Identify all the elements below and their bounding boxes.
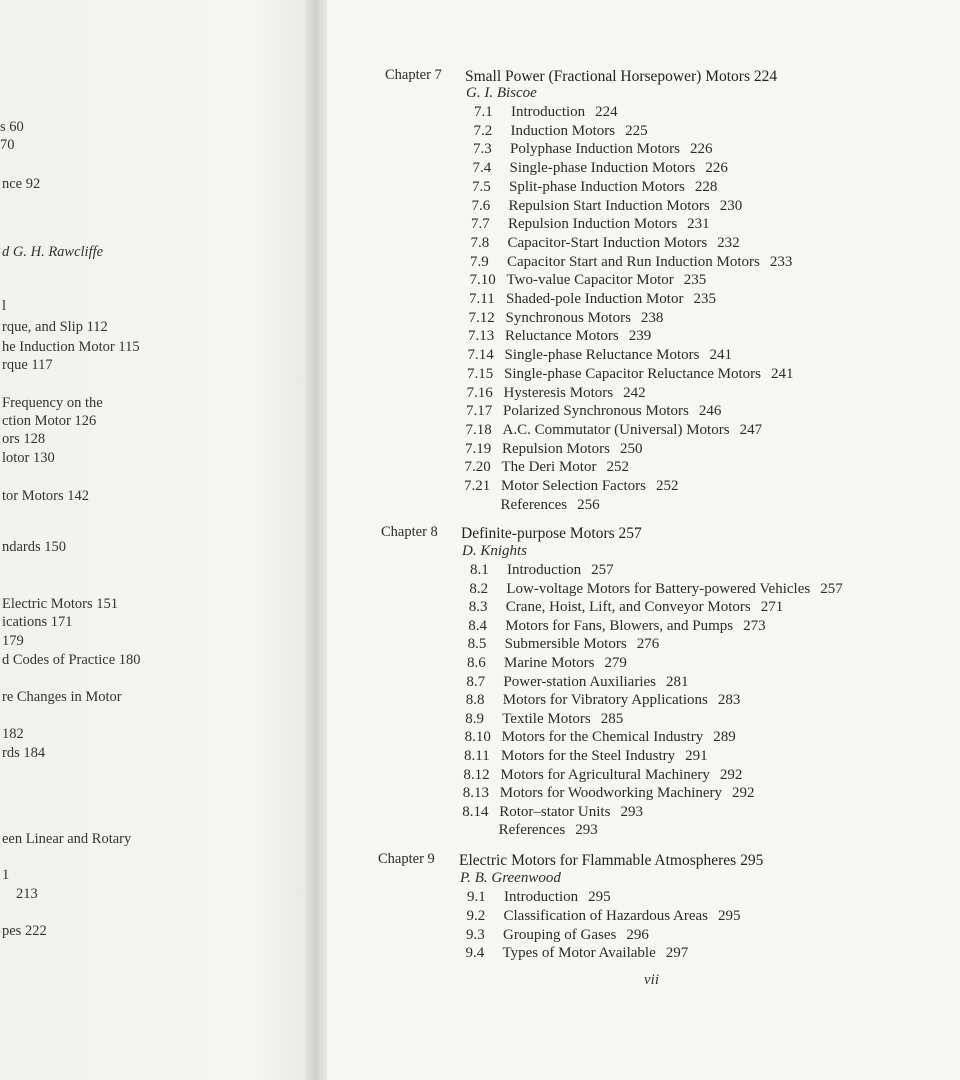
- section-title: Motors for Fans, Blowers, and Pumps: [505, 617, 734, 634]
- section-title: Induction Motors: [510, 122, 616, 139]
- toc-section: [473, 142, 713, 157]
- left-fragment: lotor 130: [2, 450, 55, 466]
- section-title: Low-voltage Motors for Battery-powered Vehicles: [506, 580, 811, 597]
- section-number: 7.10: [469, 272, 496, 289]
- section-page: 279: [604, 655, 627, 671]
- section-title: Rotor–stator Units: [499, 803, 611, 820]
- section-title: Marine Motors: [504, 655, 595, 671]
- section-page: 247: [739, 421, 763, 438]
- section-title: Motors for Woodworking Machinery: [499, 785, 723, 802]
- section-title: Power-station Auxiliaries: [503, 673, 656, 690]
- section-title: Motors for the Steel Industry: [501, 748, 676, 764]
- section-number: 7.14: [467, 347, 494, 364]
- chapter-label: Chapter 7: [385, 67, 442, 83]
- chapter-title: Definite-purpose Motors 257: [461, 525, 642, 542]
- section-number: 8.2: [469, 580, 489, 597]
- section-title: Motor Selection Factors: [501, 478, 646, 494]
- section-page: 224: [595, 104, 618, 120]
- section-number: 8.11: [464, 748, 490, 764]
- toc-section: [469, 600, 783, 615]
- section-title: Classification of Hazardous Areas: [503, 907, 709, 924]
- left-fragment: een Linear and Rotary: [2, 831, 132, 847]
- section-title: Crane, Hoist, Lift, and Conveyor Motors: [505, 599, 751, 616]
- toc-section: [466, 693, 741, 708]
- section-number: 7.4: [472, 160, 492, 177]
- section-title: A.C. Commutator (Universal) Motors: [502, 421, 730, 438]
- section-page: 295: [718, 907, 741, 924]
- section-page: 297: [665, 945, 689, 962]
- left-fragment: s 60: [0, 119, 24, 135]
- toc-section: [465, 460, 629, 475]
- section-title: Introduction: [507, 562, 582, 578]
- left-fragment: he Induction Motor 115: [2, 339, 140, 355]
- left-fragment: 213: [16, 886, 38, 902]
- left-page: [0, 0, 315, 1080]
- section-page: 246: [698, 403, 722, 420]
- toc-section: [467, 909, 741, 924]
- toc-section: [466, 404, 721, 419]
- left-fragment: Electric Motors 151: [2, 596, 118, 612]
- left-fragment: pes 222: [2, 923, 47, 939]
- toc-section: [469, 292, 716, 307]
- section-title: Capacitor Start and Run Induction Motors: [507, 253, 760, 270]
- left-fragment: rds 184: [2, 745, 46, 761]
- section-page: 238: [640, 309, 664, 326]
- toc-section: [462, 805, 643, 820]
- section-number: 8.13: [462, 785, 490, 802]
- section-number: 8.6: [467, 655, 486, 671]
- toc-section: [470, 563, 614, 578]
- section-page: 235: [683, 272, 707, 289]
- section-title: Motors for Vibratory Applications: [502, 692, 708, 709]
- section-title: Capacitor-Start Induction Motors: [507, 234, 708, 251]
- toc-section: [474, 105, 618, 120]
- left-fragment: rque, and Slip 112: [2, 319, 108, 335]
- section-page: 235: [693, 291, 716, 307]
- chapter-title: Electric Motors for Flammable Atmospheres 295: [459, 852, 764, 869]
- left-fragment: ndards 150: [2, 539, 67, 555]
- section-number: 7.2: [473, 122, 493, 139]
- toc-section: [465, 442, 642, 457]
- toc-section: [468, 348, 732, 363]
- toc-section: [471, 217, 710, 232]
- section-page: 289: [713, 729, 736, 746]
- toc-section: [467, 890, 611, 905]
- section-page: 257: [820, 580, 843, 597]
- toc-section: [468, 329, 651, 344]
- section-number: 7.20: [464, 459, 491, 476]
- book-gutter: [305, 0, 327, 1080]
- chapter-author: D. Knights: [462, 543, 528, 559]
- chapter-author: P. B. Greenwood: [460, 870, 561, 886]
- section-number: 7.3: [473, 141, 492, 158]
- section-number: 7.16: [466, 384, 493, 401]
- section-number: 7.9: [470, 253, 489, 270]
- left-fragment: 179: [2, 633, 24, 649]
- section-page: 233: [769, 253, 793, 270]
- left-fragment: rque 117: [2, 357, 53, 373]
- section-page: 239: [628, 328, 652, 345]
- left-fragment: nce 92: [2, 176, 41, 192]
- toc-section: [463, 786, 755, 801]
- section-page: 295: [588, 889, 611, 905]
- section-page: 292: [719, 766, 743, 783]
- left-fragment: l: [2, 298, 7, 314]
- section-page: 241: [709, 347, 732, 364]
- section-number: 9.2: [466, 907, 486, 924]
- section-title: Submersible Motors: [504, 636, 627, 653]
- section-number: 8.8: [465, 692, 485, 709]
- toc-section: [464, 498, 600, 513]
- section-title: Textile Motors: [502, 710, 591, 727]
- section-page: 250: [619, 440, 643, 457]
- toc-section: [466, 675, 688, 690]
- section-title: Types of Motor Available: [502, 945, 656, 962]
- toc-section: [465, 712, 623, 727]
- section-title: Introduction: [511, 104, 586, 120]
- section-title: Repulsion Start Induction Motors: [508, 197, 710, 214]
- section-title: Split-phase Induction Motors: [509, 178, 685, 195]
- section-page: 291: [685, 748, 708, 764]
- section-title: Motors for Agricultural Machinery: [500, 766, 710, 783]
- section-title: Repulsion Motors: [502, 440, 610, 457]
- chapter-author: G. I. Biscoe: [466, 85, 537, 101]
- left-fragment: d Codes of Practice 180: [2, 652, 141, 668]
- left-fragment: Frequency on the: [2, 395, 103, 411]
- section-number: 7.6: [471, 197, 491, 214]
- section-number: 9.4: [465, 945, 485, 962]
- section-number: 7.18: [465, 421, 492, 438]
- section-title: Hysteresis Motors: [503, 384, 614, 401]
- section-title: References: [500, 496, 568, 513]
- section-number: 7.17: [466, 403, 493, 420]
- section-title: Introduction: [504, 889, 579, 905]
- section-title: Grouping of Gases: [503, 926, 617, 943]
- toc-section: [468, 637, 660, 652]
- section-number: 8.4: [468, 617, 487, 634]
- section-title: Polarized Synchronous Motors: [503, 403, 689, 420]
- section-page: 285: [600, 710, 624, 727]
- chapter-label: Chapter 9: [378, 851, 435, 867]
- section-title: References: [498, 822, 566, 839]
- left-fragment: 70: [0, 137, 15, 153]
- section-page: 292: [732, 785, 755, 802]
- toc-section: [472, 199, 743, 214]
- section-number: 7.12: [468, 309, 495, 326]
- section-number: 7.1: [474, 104, 493, 120]
- toc-section: [474, 124, 648, 139]
- left-fragment: ications 171: [2, 614, 73, 630]
- section-number: 7.7: [471, 216, 490, 233]
- section-number: 9.1: [467, 889, 486, 905]
- page-number: vii: [644, 972, 659, 988]
- section-number: 8.3: [468, 599, 488, 616]
- section-page: 276: [636, 636, 660, 653]
- section-page: 293: [575, 822, 598, 839]
- section-page: 273: [743, 617, 766, 634]
- section-page: 283: [717, 692, 741, 709]
- section-page: 293: [620, 803, 643, 820]
- toc-section: [463, 768, 742, 783]
- section-page: 228: [694, 178, 718, 195]
- toc-section: [467, 367, 794, 382]
- section-title: Single-phase Reluctance Motors: [504, 347, 700, 364]
- section-page: 226: [705, 160, 728, 177]
- left-fragment: tor Motors 142: [2, 488, 89, 504]
- toc-section: [467, 386, 646, 401]
- section-number: 7.8: [470, 234, 490, 251]
- toc-section: [464, 479, 678, 494]
- chapter-title: Small Power (Fractional Horsepower) Motors 224: [465, 68, 778, 85]
- left-fragment: 1: [2, 867, 10, 883]
- section-page: 296: [626, 926, 649, 943]
- section-number: 8.5: [467, 636, 487, 653]
- section-number: 8.12: [463, 766, 490, 783]
- section-number: 8.10: [464, 729, 491, 746]
- left-fragment: 182: [2, 726, 24, 742]
- section-page: 252: [655, 478, 679, 494]
- toc-section: [466, 946, 689, 961]
- left-fragment: ction Motor 126: [2, 413, 97, 429]
- section-page: 256: [577, 496, 600, 513]
- section-title: Synchronous Motors: [505, 309, 631, 326]
- section-page: 252: [606, 459, 629, 476]
- section-number: 8.9: [465, 710, 484, 727]
- section-title: Single-phase Capacitor Reluctance Motors: [504, 365, 762, 382]
- toc-section: [470, 273, 707, 288]
- section-title: Two-value Capacitor Motor: [506, 272, 674, 289]
- section-number: 7.15: [467, 365, 494, 382]
- section-title: Single-phase Induction Motors: [509, 160, 696, 177]
- section-number: 8.7: [466, 673, 486, 690]
- toc-section: [467, 656, 627, 671]
- toc-section: [471, 236, 740, 251]
- section-number: 7.19: [465, 440, 492, 457]
- section-page: 230: [719, 197, 743, 214]
- toc-section: [466, 423, 763, 438]
- section-number: 8.1: [470, 562, 489, 578]
- section-page: 242: [623, 384, 646, 401]
- toc-section: [472, 180, 717, 195]
- section-number: 7.21: [464, 478, 491, 494]
- left-fragment: re Changes in Motor: [2, 689, 122, 705]
- section-title: Repulsion Induction Motors: [508, 216, 678, 233]
- section-page: 226: [690, 141, 713, 158]
- section-page: 241: [771, 365, 794, 382]
- section-title: Shaded-pole Induction Motor: [506, 291, 684, 307]
- section-title: The Deri Motor: [501, 459, 597, 476]
- left-fragment: ors 128: [2, 431, 46, 447]
- section-page: 232: [717, 234, 740, 251]
- left-fragment: d G. H. Rawcliffe: [2, 244, 104, 260]
- section-number: 7.11: [469, 291, 495, 307]
- section-number: 9.3: [466, 926, 485, 943]
- toc-section: [469, 582, 842, 597]
- section-number: 8.14: [462, 803, 489, 820]
- section-page: 257: [591, 562, 614, 578]
- toc-section: [462, 823, 598, 838]
- section-page: 225: [625, 122, 648, 139]
- toc-section: [468, 619, 765, 634]
- toc-section: [469, 311, 664, 326]
- chapter-label: Chapter 8: [381, 524, 438, 540]
- toc-section: [473, 161, 728, 176]
- section-title: Motors for the Chemical Industry: [501, 729, 704, 746]
- toc-section: [466, 928, 649, 943]
- section-page: 281: [665, 673, 689, 690]
- section-page: 231: [687, 216, 710, 233]
- toc-section: [470, 255, 792, 270]
- toc-section: [465, 730, 736, 745]
- section-number: 7.13: [468, 328, 495, 345]
- toc-section: [464, 749, 708, 764]
- section-page: 271: [760, 599, 784, 616]
- section-number: 7.5: [472, 178, 491, 195]
- section-title: Polyphase Induction Motors: [510, 141, 680, 158]
- section-title: Reluctance Motors: [505, 328, 619, 345]
